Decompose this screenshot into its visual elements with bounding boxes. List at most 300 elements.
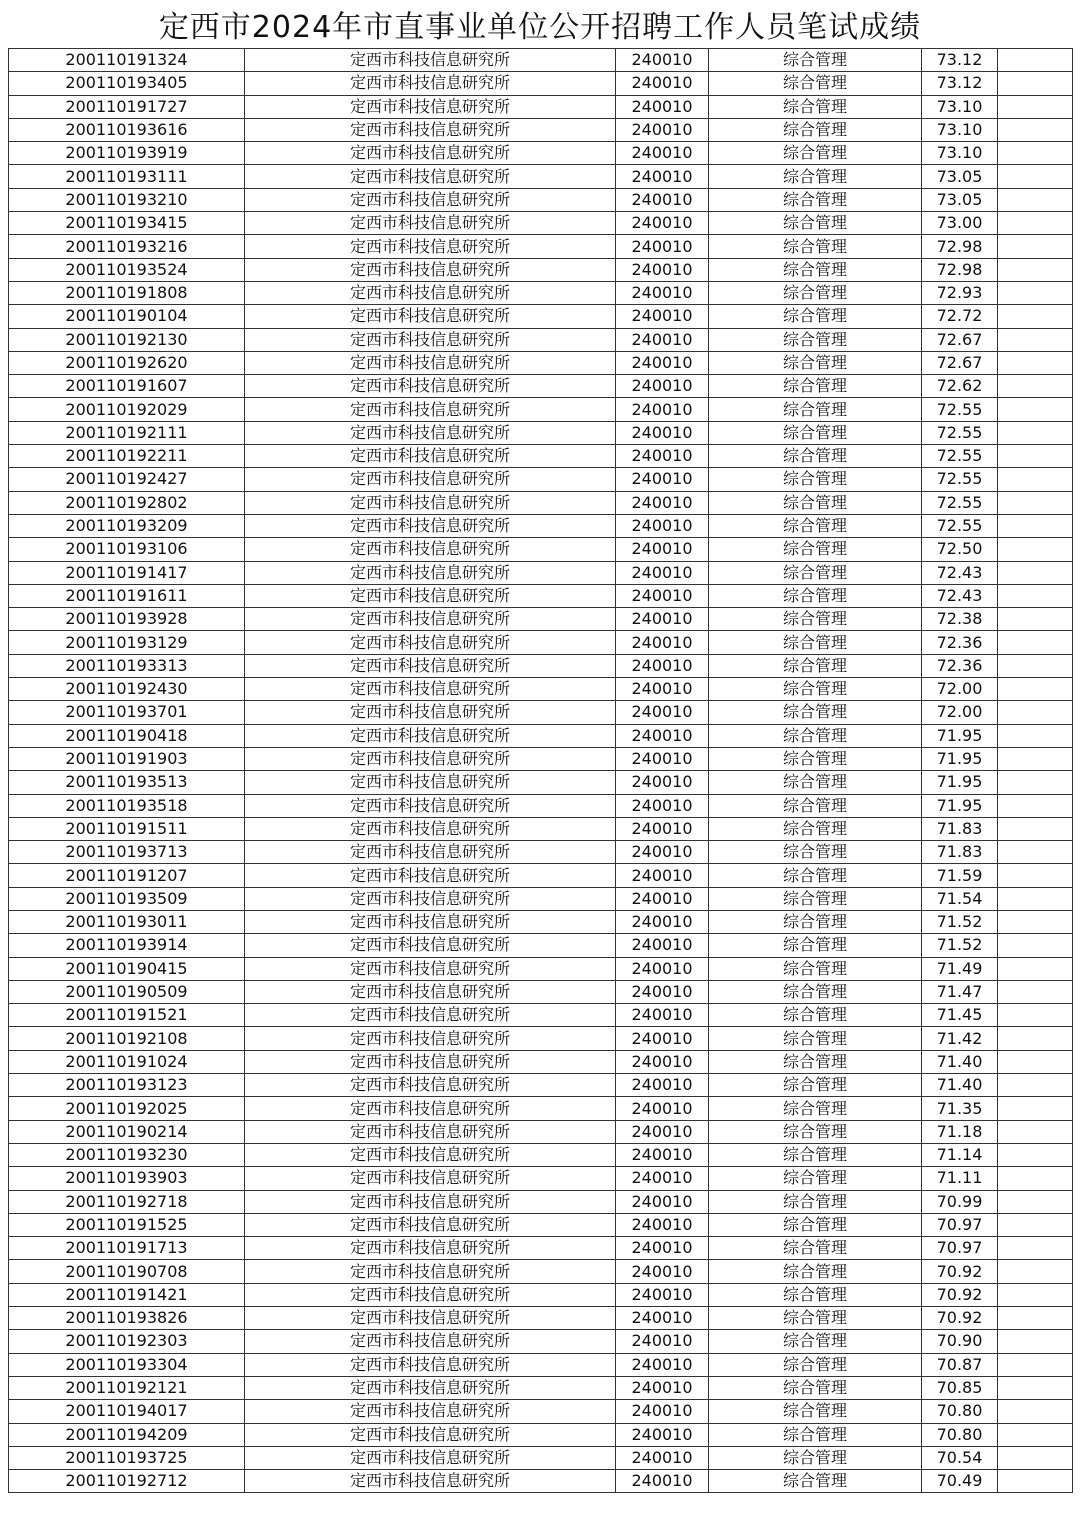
position-name-cell: 综合管理 xyxy=(709,281,922,304)
remark-cell xyxy=(998,351,1073,374)
position-code-cell: 240010 xyxy=(616,95,709,118)
employer-unit-cell: 定西市科技信息研究所 xyxy=(245,514,616,537)
remark-cell xyxy=(998,1027,1073,1050)
written-score-cell: 72.43 xyxy=(922,561,998,584)
written-score-cell: 71.54 xyxy=(922,887,998,910)
table-row xyxy=(9,72,1073,95)
remark-cell xyxy=(998,864,1073,887)
exam-number-cell: 200110192025 xyxy=(9,1097,245,1120)
table-row xyxy=(9,468,1073,491)
table-row xyxy=(9,1027,1073,1050)
position-name-cell: 综合管理 xyxy=(709,1027,922,1050)
position-code-cell: 240010 xyxy=(616,747,709,770)
exam-number-cell: 200110193111 xyxy=(9,165,245,188)
employer-unit-cell: 定西市科技信息研究所 xyxy=(245,1097,616,1120)
position-name-cell: 综合管理 xyxy=(709,491,922,514)
remark-cell xyxy=(998,584,1073,607)
exam-number-cell: 200110191607 xyxy=(9,375,245,398)
remark-cell xyxy=(998,1423,1073,1446)
remark-cell xyxy=(998,934,1073,957)
position-code-cell: 240010 xyxy=(616,1260,709,1283)
position-code-cell: 240010 xyxy=(616,328,709,351)
exam-number-cell: 200110192029 xyxy=(9,398,245,421)
employer-unit-cell: 定西市科技信息研究所 xyxy=(245,1167,616,1190)
position-code-cell: 240010 xyxy=(616,514,709,537)
position-code-cell: 240010 xyxy=(616,49,709,72)
table-row xyxy=(9,1167,1073,1190)
employer-unit-cell: 定西市科技信息研究所 xyxy=(245,538,616,561)
written-score-cell: 72.55 xyxy=(922,468,998,491)
exam-number-cell: 200110193210 xyxy=(9,188,245,211)
table-row xyxy=(9,1074,1073,1097)
employer-unit-cell: 定西市科技信息研究所 xyxy=(245,1213,616,1236)
table-row xyxy=(9,980,1073,1003)
employer-unit-cell: 定西市科技信息研究所 xyxy=(245,1190,616,1213)
written-score-cell: 71.49 xyxy=(922,957,998,980)
employer-unit-cell: 定西市科技信息研究所 xyxy=(245,701,616,724)
employer-unit-cell: 定西市科技信息研究所 xyxy=(245,235,616,258)
table-row xyxy=(9,817,1073,840)
position-code-cell: 240010 xyxy=(616,1027,709,1050)
remark-cell xyxy=(998,514,1073,537)
table-row xyxy=(9,794,1073,817)
remark-cell xyxy=(998,1470,1073,1493)
table-row xyxy=(9,1423,1073,1446)
position-name-cell: 综合管理 xyxy=(709,212,922,235)
written-score-cell: 71.42 xyxy=(922,1027,998,1050)
written-score-cell: 72.36 xyxy=(922,654,998,677)
position-code-cell: 240010 xyxy=(616,980,709,1003)
position-name-cell: 综合管理 xyxy=(709,1143,922,1166)
employer-unit-cell: 定西市科技信息研究所 xyxy=(245,1470,616,1493)
position-code-cell: 240010 xyxy=(616,165,709,188)
employer-unit-cell: 定西市科技信息研究所 xyxy=(245,398,616,421)
remark-cell xyxy=(998,1446,1073,1469)
written-score-cell: 71.95 xyxy=(922,724,998,747)
employer-unit-cell: 定西市科技信息研究所 xyxy=(245,118,616,141)
score-table-body xyxy=(9,49,1073,1493)
exam-number-cell: 200110193524 xyxy=(9,258,245,281)
written-score-cell: 72.00 xyxy=(922,678,998,701)
exam-number-cell: 200110193713 xyxy=(9,841,245,864)
position-code-cell: 240010 xyxy=(616,118,709,141)
employer-unit-cell: 定西市科技信息研究所 xyxy=(245,351,616,374)
position-name-cell: 综合管理 xyxy=(709,1353,922,1376)
table-row xyxy=(9,631,1073,654)
position-name-cell: 综合管理 xyxy=(709,910,922,933)
position-code-cell: 240010 xyxy=(616,1470,709,1493)
position-name-cell: 综合管理 xyxy=(709,1050,922,1073)
table-row xyxy=(9,957,1073,980)
table-row xyxy=(9,1400,1073,1423)
employer-unit-cell: 定西市科技信息研究所 xyxy=(245,631,616,654)
written-score-cell: 70.97 xyxy=(922,1237,998,1260)
exam-number-cell: 200110190104 xyxy=(9,305,245,328)
table-row xyxy=(9,445,1073,468)
written-score-cell: 72.55 xyxy=(922,514,998,537)
written-score-cell: 70.92 xyxy=(922,1307,998,1330)
written-score-cell: 72.67 xyxy=(922,328,998,351)
position-name-cell: 综合管理 xyxy=(709,678,922,701)
table-row xyxy=(9,1190,1073,1213)
position-name-cell: 综合管理 xyxy=(709,1283,922,1306)
table-row xyxy=(9,771,1073,794)
employer-unit-cell: 定西市科技信息研究所 xyxy=(245,421,616,444)
position-name-cell: 综合管理 xyxy=(709,654,922,677)
exam-number-cell: 200110192620 xyxy=(9,351,245,374)
exam-number-cell: 200110191525 xyxy=(9,1213,245,1236)
exam-number-cell: 200110190418 xyxy=(9,724,245,747)
exam-number-cell: 200110191417 xyxy=(9,561,245,584)
employer-unit-cell: 定西市科技信息研究所 xyxy=(245,1376,616,1399)
table-row xyxy=(9,538,1073,561)
position-code-cell: 240010 xyxy=(616,794,709,817)
exam-number-cell: 200110192130 xyxy=(9,328,245,351)
employer-unit-cell: 定西市科技信息研究所 xyxy=(245,771,616,794)
remark-cell xyxy=(998,980,1073,1003)
exam-number-cell: 200110192430 xyxy=(9,678,245,701)
table-row xyxy=(9,235,1073,258)
remark-cell xyxy=(998,305,1073,328)
written-score-cell: 71.40 xyxy=(922,1074,998,1097)
remark-cell xyxy=(998,1330,1073,1353)
remark-cell xyxy=(998,794,1073,817)
position-name-cell: 综合管理 xyxy=(709,631,922,654)
position-code-cell: 240010 xyxy=(616,934,709,957)
position-code-cell: 240010 xyxy=(616,188,709,211)
written-score-cell: 70.92 xyxy=(922,1260,998,1283)
employer-unit-cell: 定西市科技信息研究所 xyxy=(245,49,616,72)
position-code-cell: 240010 xyxy=(616,1376,709,1399)
position-name-cell: 综合管理 xyxy=(709,421,922,444)
employer-unit-cell: 定西市科技信息研究所 xyxy=(245,957,616,980)
position-code-cell: 240010 xyxy=(616,631,709,654)
position-name-cell: 综合管理 xyxy=(709,188,922,211)
position-name-cell: 综合管理 xyxy=(709,561,922,584)
position-code-cell: 240010 xyxy=(616,1167,709,1190)
written-score-cell: 71.35 xyxy=(922,1097,998,1120)
position-code-cell: 240010 xyxy=(616,1353,709,1376)
position-name-cell: 综合管理 xyxy=(709,794,922,817)
remark-cell xyxy=(998,747,1073,770)
written-score-cell: 71.40 xyxy=(922,1050,998,1073)
table-row xyxy=(9,608,1073,631)
remark-cell xyxy=(998,375,1073,398)
exam-number-cell: 200110193616 xyxy=(9,118,245,141)
written-score-cell: 73.00 xyxy=(922,212,998,235)
table-row xyxy=(9,1353,1073,1376)
position-code-cell: 240010 xyxy=(616,398,709,421)
table-row xyxy=(9,1307,1073,1330)
position-code-cell: 240010 xyxy=(616,1074,709,1097)
table-row xyxy=(9,1213,1073,1236)
position-name-cell: 综合管理 xyxy=(709,724,922,747)
position-name-cell: 综合管理 xyxy=(709,1446,922,1469)
position-code-cell: 240010 xyxy=(616,654,709,677)
exam-number-cell: 200110193123 xyxy=(9,1074,245,1097)
exam-number-cell: 200110191324 xyxy=(9,49,245,72)
written-score-cell: 72.43 xyxy=(922,584,998,607)
page-title: 定西市2024年市直事业单位公开招聘工作人员笔试成绩 xyxy=(158,10,922,45)
exam-number-cell: 200110190415 xyxy=(9,957,245,980)
table-row xyxy=(9,1097,1073,1120)
remark-cell xyxy=(998,701,1073,724)
table-row xyxy=(9,375,1073,398)
position-code-cell: 240010 xyxy=(616,957,709,980)
employer-unit-cell: 定西市科技信息研究所 xyxy=(245,95,616,118)
exam-number-cell: 200110192427 xyxy=(9,468,245,491)
written-score-cell: 70.49 xyxy=(922,1470,998,1493)
employer-unit-cell: 定西市科技信息研究所 xyxy=(245,281,616,304)
exam-number-cell: 200110191511 xyxy=(9,817,245,840)
remark-cell xyxy=(998,328,1073,351)
employer-unit-cell: 定西市科技信息研究所 xyxy=(245,887,616,910)
exam-number-cell: 200110193405 xyxy=(9,72,245,95)
employer-unit-cell: 定西市科技信息研究所 xyxy=(245,445,616,468)
position-name-cell: 综合管理 xyxy=(709,72,922,95)
position-code-cell: 240010 xyxy=(616,817,709,840)
employer-unit-cell: 定西市科技信息研究所 xyxy=(245,1120,616,1143)
remark-cell xyxy=(998,910,1073,933)
exam-number-cell: 200110193903 xyxy=(9,1167,245,1190)
exam-number-cell: 200110192121 xyxy=(9,1376,245,1399)
position-code-cell: 240010 xyxy=(616,678,709,701)
position-name-cell: 综合管理 xyxy=(709,1260,922,1283)
position-name-cell: 综合管理 xyxy=(709,468,922,491)
remark-cell xyxy=(998,49,1073,72)
exam-number-cell: 200110193216 xyxy=(9,235,245,258)
employer-unit-cell: 定西市科技信息研究所 xyxy=(245,584,616,607)
exam-number-cell: 200110192211 xyxy=(9,445,245,468)
written-score-cell: 70.87 xyxy=(922,1353,998,1376)
written-score-cell: 72.72 xyxy=(922,305,998,328)
written-score-cell: 72.67 xyxy=(922,351,998,374)
remark-cell xyxy=(998,188,1073,211)
employer-unit-cell: 定西市科技信息研究所 xyxy=(245,375,616,398)
table-row xyxy=(9,328,1073,351)
remark-cell xyxy=(998,421,1073,444)
exam-number-cell: 200110193230 xyxy=(9,1143,245,1166)
position-code-cell: 240010 xyxy=(616,491,709,514)
position-code-cell: 240010 xyxy=(616,1423,709,1446)
written-score-cell: 70.80 xyxy=(922,1400,998,1423)
position-code-cell: 240010 xyxy=(616,538,709,561)
remark-cell xyxy=(998,118,1073,141)
exam-number-cell: 200110193914 xyxy=(9,934,245,957)
remark-cell xyxy=(998,1004,1073,1027)
written-score-cell: 73.10 xyxy=(922,142,998,165)
employer-unit-cell: 定西市科技信息研究所 xyxy=(245,1353,616,1376)
exam-number-cell: 200110193106 xyxy=(9,538,245,561)
position-name-cell: 综合管理 xyxy=(709,375,922,398)
remark-cell xyxy=(998,1074,1073,1097)
table-row xyxy=(9,1376,1073,1399)
employer-unit-cell: 定西市科技信息研究所 xyxy=(245,747,616,770)
written-score-cell: 73.10 xyxy=(922,118,998,141)
position-name-cell: 综合管理 xyxy=(709,1470,922,1493)
table-row xyxy=(9,701,1073,724)
written-score-cell: 70.97 xyxy=(922,1213,998,1236)
written-score-cell: 71.14 xyxy=(922,1143,998,1166)
position-name-cell: 综合管理 xyxy=(709,1167,922,1190)
table-row xyxy=(9,421,1073,444)
position-code-cell: 240010 xyxy=(616,1307,709,1330)
position-name-cell: 综合管理 xyxy=(709,701,922,724)
written-score-cell: 71.95 xyxy=(922,771,998,794)
remark-cell xyxy=(998,1120,1073,1143)
table-row xyxy=(9,1143,1073,1166)
employer-unit-cell: 定西市科技信息研究所 xyxy=(245,165,616,188)
position-code-cell: 240010 xyxy=(616,421,709,444)
position-code-cell: 240010 xyxy=(616,351,709,374)
position-name-cell: 综合管理 xyxy=(709,980,922,1003)
position-name-cell: 综合管理 xyxy=(709,771,922,794)
written-score-cell: 71.95 xyxy=(922,747,998,770)
position-name-cell: 综合管理 xyxy=(709,1097,922,1120)
written-score-cell: 72.55 xyxy=(922,491,998,514)
table-row xyxy=(9,747,1073,770)
employer-unit-cell: 定西市科技信息研究所 xyxy=(245,1074,616,1097)
table-row xyxy=(9,724,1073,747)
employer-unit-cell: 定西市科技信息研究所 xyxy=(245,678,616,701)
exam-number-cell: 200110192712 xyxy=(9,1470,245,1493)
position-name-cell: 综合管理 xyxy=(709,445,922,468)
position-name-cell: 综合管理 xyxy=(709,584,922,607)
employer-unit-cell: 定西市科技信息研究所 xyxy=(245,724,616,747)
remark-cell xyxy=(998,538,1073,561)
employer-unit-cell: 定西市科技信息研究所 xyxy=(245,864,616,887)
position-code-cell: 240010 xyxy=(616,1330,709,1353)
position-code-cell: 240010 xyxy=(616,142,709,165)
written-score-cell: 70.90 xyxy=(922,1330,998,1353)
position-code-cell: 240010 xyxy=(616,584,709,607)
table-row xyxy=(9,1470,1073,1493)
exam-number-cell: 200110193701 xyxy=(9,701,245,724)
exam-number-cell: 200110190509 xyxy=(9,980,245,1003)
exam-number-cell: 200110192303 xyxy=(9,1330,245,1353)
remark-cell xyxy=(998,491,1073,514)
exam-number-cell: 200110191207 xyxy=(9,864,245,887)
employer-unit-cell: 定西市科技信息研究所 xyxy=(245,980,616,1003)
written-score-cell: 73.12 xyxy=(922,72,998,95)
exam-number-cell: 200110192802 xyxy=(9,491,245,514)
table-row xyxy=(9,654,1073,677)
written-score-cell: 70.54 xyxy=(922,1446,998,1469)
written-score-cell: 72.50 xyxy=(922,538,998,561)
position-name-cell: 综合管理 xyxy=(709,538,922,561)
remark-cell xyxy=(998,561,1073,584)
position-code-cell: 240010 xyxy=(616,1050,709,1073)
written-score-cell: 71.95 xyxy=(922,794,998,817)
table-row xyxy=(9,305,1073,328)
position-code-cell: 240010 xyxy=(616,305,709,328)
written-score-cell: 71.45 xyxy=(922,1004,998,1027)
table-row xyxy=(9,118,1073,141)
remark-cell xyxy=(998,1376,1073,1399)
table-row xyxy=(9,514,1073,537)
position-name-cell: 综合管理 xyxy=(709,1307,922,1330)
table-row xyxy=(9,49,1073,72)
position-name-cell: 综合管理 xyxy=(709,258,922,281)
remark-cell xyxy=(998,771,1073,794)
position-name-cell: 综合管理 xyxy=(709,1120,922,1143)
table-row xyxy=(9,1446,1073,1469)
position-code-cell: 240010 xyxy=(616,701,709,724)
exam-number-cell: 200110193129 xyxy=(9,631,245,654)
exam-number-cell: 200110193415 xyxy=(9,212,245,235)
written-score-cell: 72.55 xyxy=(922,421,998,444)
employer-unit-cell: 定西市科技信息研究所 xyxy=(245,468,616,491)
employer-unit-cell: 定西市科技信息研究所 xyxy=(245,491,616,514)
position-name-cell: 综合管理 xyxy=(709,1330,922,1353)
employer-unit-cell: 定西市科技信息研究所 xyxy=(245,1237,616,1260)
exam-number-cell: 200110193725 xyxy=(9,1446,245,1469)
table-row xyxy=(9,934,1073,957)
position-name-cell: 综合管理 xyxy=(709,95,922,118)
remark-cell xyxy=(998,1307,1073,1330)
employer-unit-cell: 定西市科技信息研究所 xyxy=(245,1050,616,1073)
remark-cell xyxy=(998,235,1073,258)
remark-cell xyxy=(998,1050,1073,1073)
table-row xyxy=(9,1237,1073,1260)
employer-unit-cell: 定西市科技信息研究所 xyxy=(245,305,616,328)
written-score-cell: 71.83 xyxy=(922,841,998,864)
position-name-cell: 综合管理 xyxy=(709,1213,922,1236)
remark-cell xyxy=(998,1237,1073,1260)
written-score-cell: 73.10 xyxy=(922,95,998,118)
exam-number-cell: 200110191421 xyxy=(9,1283,245,1306)
position-code-cell: 240010 xyxy=(616,212,709,235)
exam-number-cell: 200110193313 xyxy=(9,654,245,677)
position-name-cell: 综合管理 xyxy=(709,934,922,957)
position-code-cell: 240010 xyxy=(616,1213,709,1236)
position-code-cell: 240010 xyxy=(616,771,709,794)
employer-unit-cell: 定西市科技信息研究所 xyxy=(245,1423,616,1446)
position-code-cell: 240010 xyxy=(616,1097,709,1120)
position-code-cell: 240010 xyxy=(616,258,709,281)
written-score-cell: 70.80 xyxy=(922,1423,998,1446)
position-code-cell: 240010 xyxy=(616,72,709,95)
position-name-cell: 综合管理 xyxy=(709,864,922,887)
position-name-cell: 综合管理 xyxy=(709,817,922,840)
position-code-cell: 240010 xyxy=(616,887,709,910)
exam-number-cell: 200110193928 xyxy=(9,608,245,631)
remark-cell xyxy=(998,212,1073,235)
position-name-cell: 综合管理 xyxy=(709,1237,922,1260)
score-table xyxy=(8,48,1073,1493)
position-name-cell: 综合管理 xyxy=(709,305,922,328)
employer-unit-cell: 定西市科技信息研究所 xyxy=(245,841,616,864)
employer-unit-cell: 定西市科技信息研究所 xyxy=(245,188,616,211)
position-code-cell: 240010 xyxy=(616,281,709,304)
remark-cell xyxy=(998,631,1073,654)
position-code-cell: 240010 xyxy=(616,235,709,258)
table-row xyxy=(9,258,1073,281)
written-score-cell: 70.85 xyxy=(922,1376,998,1399)
position-name-cell: 综合管理 xyxy=(709,398,922,421)
exam-number-cell: 200110193304 xyxy=(9,1353,245,1376)
table-row xyxy=(9,1283,1073,1306)
table-row xyxy=(9,142,1073,165)
employer-unit-cell: 定西市科技信息研究所 xyxy=(245,1400,616,1423)
position-code-cell: 240010 xyxy=(616,910,709,933)
table-row xyxy=(9,910,1073,933)
written-score-cell: 71.52 xyxy=(922,910,998,933)
employer-unit-cell: 定西市科技信息研究所 xyxy=(245,258,616,281)
employer-unit-cell: 定西市科技信息研究所 xyxy=(245,328,616,351)
written-score-cell: 71.83 xyxy=(922,817,998,840)
exam-number-cell: 200110194209 xyxy=(9,1423,245,1446)
